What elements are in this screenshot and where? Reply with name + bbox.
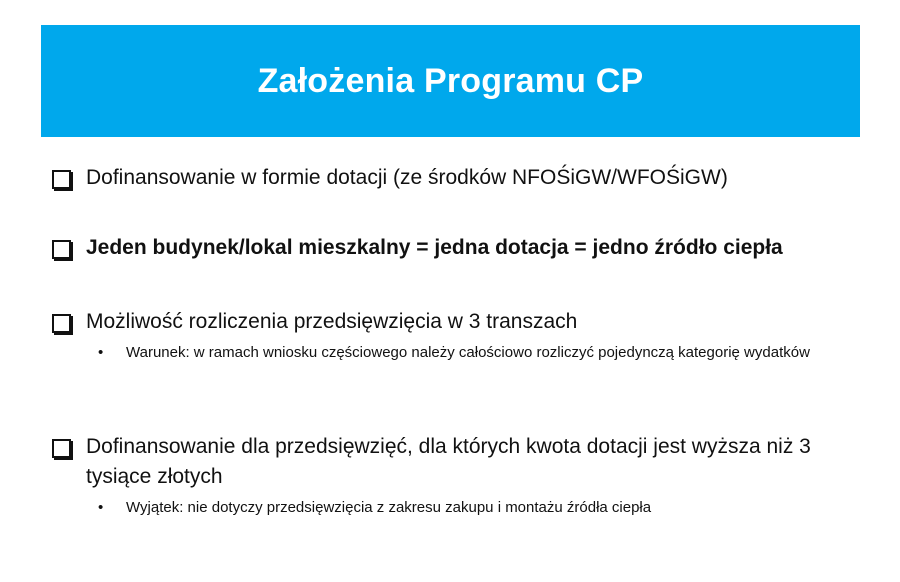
sub-item-text: Wyjątek: nie dotyczy przedsięwzięcia z zakresu zakupu i montażu źródła ciepła xyxy=(126,499,652,516)
item-text: Dofinansowanie dla przedsięwzięć, dla których kwota dotacji jest wyższa niż 3 tysiące złotych xyxy=(86,435,811,488)
list-item-4 xyxy=(52,432,852,518)
checkbox-icon xyxy=(52,240,71,259)
sub-item-text: Warunek: w ramach wniosku częściowego należy całościowo rozliczyć pojedynczą kategorię wydatków xyxy=(126,344,810,361)
list-item-3 xyxy=(52,307,852,363)
checkbox-icon xyxy=(52,439,71,458)
item-text: Możliwość rozliczenia przedsięwzięcia w 3 transzach xyxy=(86,310,578,333)
checkbox-icon xyxy=(52,314,71,333)
item-text: Dofinansowanie w formie dotacji (ze środków NFOŚiGW/WFOŚiGW) xyxy=(86,166,728,189)
sub-item xyxy=(52,498,852,518)
bullet-icon: • xyxy=(98,344,104,361)
list-item-2 xyxy=(52,233,852,263)
title-banner xyxy=(41,25,860,137)
sub-item xyxy=(52,343,852,363)
bullet-icon: • xyxy=(98,499,104,516)
item-text: Jeden budynek/lokal mieszkalny = jedna dotacja = jedno źródło ciepła xyxy=(86,236,783,259)
list-item-1 xyxy=(52,163,852,193)
page-title: Założenia Programu CP xyxy=(257,61,644,100)
checkbox-icon xyxy=(52,170,71,189)
